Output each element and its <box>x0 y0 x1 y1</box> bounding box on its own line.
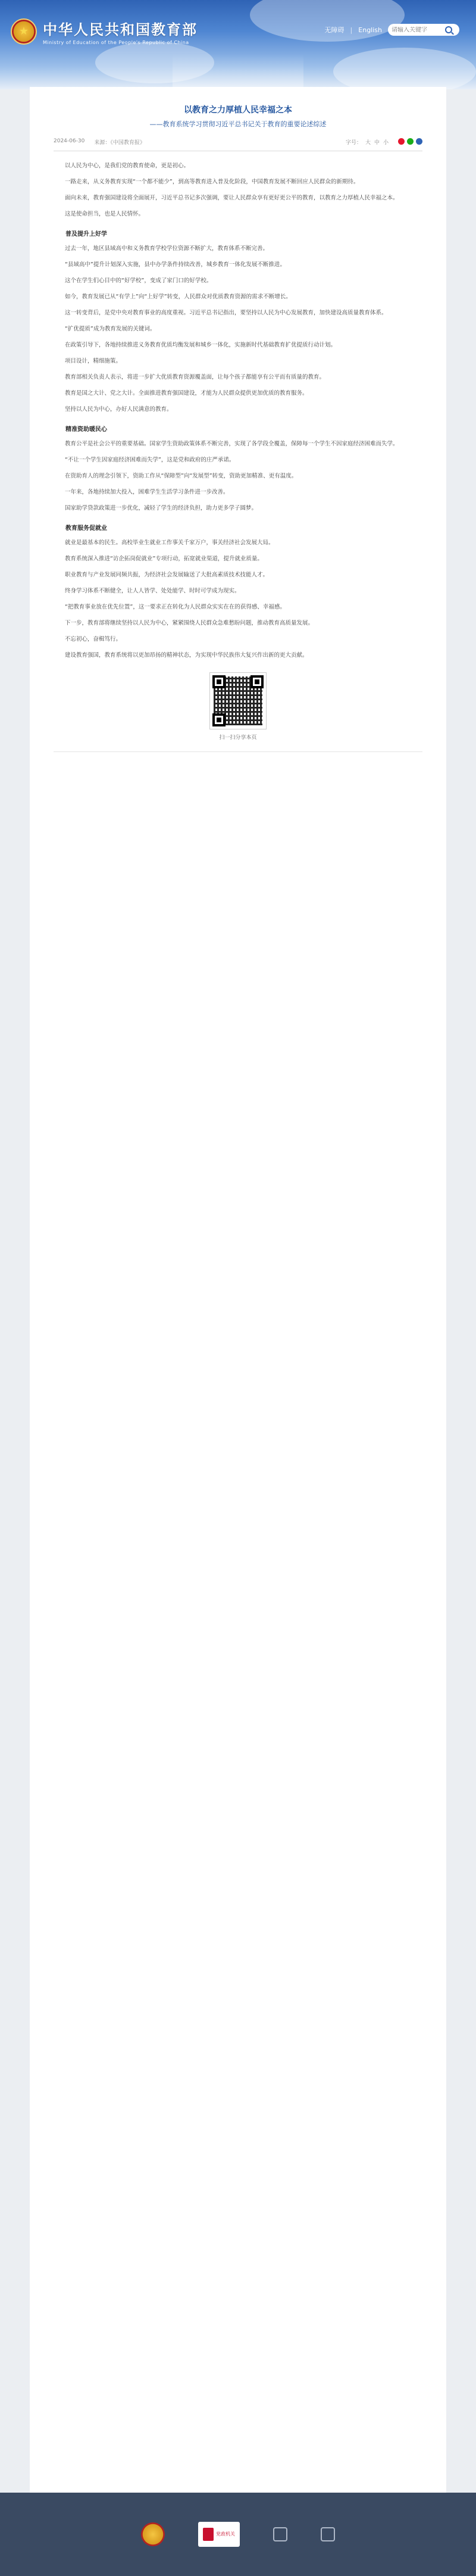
publish-date: 2024-06-30 <box>54 138 85 144</box>
font-size-small[interactable]: 小 <box>383 140 389 146</box>
font-size-large[interactable]: 大 <box>365 140 371 146</box>
site-header <box>0 0 476 89</box>
search-icon[interactable] <box>445 26 452 33</box>
article-paragraph: 一路走来，从义务教育实现“一个都不能少”，到高等教育进入普及化阶段，中国教育发展不断回应人民群众的新期待。 <box>65 179 359 185</box>
section-heading: 精准资助暖民心 <box>65 426 107 433</box>
article-subtitle: ——教育系统学习贯彻习近平总书记关于教育的重要论述综述 <box>149 120 327 128</box>
national-emblem-icon <box>141 2522 165 2546</box>
section-heading: 教育服务促就业 <box>65 525 107 532</box>
search-box <box>388 24 459 36</box>
qr-caption: 扫一扫分享本页 <box>219 735 257 741</box>
article-paragraph: 坚持以人民为中心，办好人民满意的教育。 <box>65 406 173 413</box>
article-paragraph: 这是使命担当，也是人民情怀。 <box>65 211 145 217</box>
article-meta <box>54 138 422 151</box>
article-paragraph: 以人民为中心，是我们党的教育使命，更是初心。 <box>65 163 190 169</box>
article-paragraph: 不忘初心，奋楫笃行。 <box>65 636 122 643</box>
article-paragraph: 一年来，各地持续加大投入，困难学生生活学习条件进一步改善。 <box>65 489 229 495</box>
header-building-image <box>173 54 303 89</box>
article-paragraph: “县域高中”提升计划深入实施，县中办学条件持续改善，城乡教育一体化发展不断推进。 <box>65 261 286 268</box>
english-link[interactable]: English <box>358 26 382 34</box>
article-card <box>30 87 446 2493</box>
site-name-cn: 中华人民共和国教育部 <box>43 21 198 38</box>
qr-section <box>54 672 422 741</box>
footer-gov-badge[interactable] <box>198 2522 240 2547</box>
article-body <box>54 161 422 660</box>
footer-link-3[interactable] <box>321 2527 335 2541</box>
article-paragraph: 下一步，教育部将继续坚持以人民为中心，紧紧围绕人民群众急难愁盼问题，推动教育高质量发展。 <box>65 620 314 626</box>
article-paragraph: “不让一个学生因家庭经济困难而失学”，这是党和政府的庄严承诺。 <box>65 457 235 463</box>
article-paragraph: 面向未来，教育强国建设将全面展开，习近平总书记多次强调，要让人民群众享有更好更公平的教育，以教育之力厚植人民幸福之本。 <box>65 195 399 201</box>
site-name-en: Ministry of Education of the People's Republic of China <box>43 40 189 45</box>
national-emblem-icon: ★ <box>11 18 37 45</box>
footer-badge-label: 党政机关 <box>216 2531 235 2537</box>
article-title: 以教育之力厚植人民幸福之本 <box>184 105 292 115</box>
qzone-share-icon[interactable] <box>416 138 422 145</box>
wechat-share-icon[interactable] <box>407 138 414 145</box>
site-footer <box>0 2493 476 2576</box>
article-paragraph: 教育部相关负责人表示，将进一步扩大优质教育资源覆盖面，让每个孩子都能享有公平而有质量的教育。 <box>65 374 325 381</box>
accessibility-link[interactable]: 无障碍 <box>324 26 345 34</box>
article-paragraph: 这个在学生们心目中的“好学校”，变成了家门口的好学校。 <box>65 277 212 284</box>
article-paragraph: 这一转变背后，是党中央对教育事业的高度重视。习近平总书记指出，要坚持以人民为中心发展教育，加快建设高质量教育体系。 <box>65 310 387 316</box>
top-bar: 无障碍 | English 请输入关键字 <box>325 24 459 36</box>
article-paragraph: 在资助育人的理念引领下，资助工作从“保障型”向“发展型”转变，资助更加精准、更有温度。 <box>65 473 298 479</box>
article-paragraph: 职业教育与产业发展同频共振，为经济社会发展输送了大批高素质技术技能人才。 <box>65 572 269 578</box>
article-source: 来源：《中国教育报》 <box>94 140 145 146</box>
footer-link-2[interactable] <box>273 2527 287 2541</box>
share-bar <box>398 138 422 146</box>
article-paragraph: 国家助学贷款政策进一步优化，减轻了学生的经济负担，助力更多学子圆梦。 <box>65 505 258 512</box>
article-paragraph: 过去一年，地区县域高中和义务教育学校学位资源不断扩大，教育体系不断完善。 <box>65 245 269 252</box>
weibo-icon <box>273 2527 287 2541</box>
article-paragraph: “扩优提质”成为教育发展的关键词。 <box>65 326 156 332</box>
font-size-switcher <box>346 138 389 146</box>
wechat-icon <box>321 2527 335 2541</box>
qr-code <box>209 672 267 729</box>
header-cloud <box>333 48 476 89</box>
weibo-share-icon[interactable] <box>398 138 405 145</box>
party-government-badge-icon <box>198 2522 240 2547</box>
section-heading: 普及提升上好学 <box>65 231 107 238</box>
font-size-medium[interactable]: 中 <box>374 140 380 146</box>
search-input[interactable] <box>392 27 445 33</box>
article-paragraph: 项目设计，精细施策。 <box>65 358 122 364</box>
divider <box>54 751 422 752</box>
article-paragraph: “把教育事业放在优先位置”，这一要求正在转化为人民群众实实在在的获得感、幸福感。 <box>65 604 286 610</box>
article-paragraph: 在政策引导下，各地持续推进义务教育优质均衡发展和城乡一体化，实施新时代基础教育扩优提质行动计划。 <box>65 342 337 348</box>
article-paragraph: 如今，教育发展已从“有学上”向“上好学”转变，人民群众对优质教育资源的需求不断增长。 <box>65 294 292 300</box>
article-paragraph: 教育系统深入推进“访企拓岗促就业”专项行动，拓宽就业渠道，提升就业质量。 <box>65 556 263 562</box>
site-logo[interactable] <box>11 18 198 45</box>
article-paragraph: 终身学习体系不断健全，让人人皆学、处处能学、时时可学成为现实。 <box>65 588 240 594</box>
article-paragraph: 教育公平是社会公平的重要基础。国家学生资助政策体系不断完善，实现了各学段全覆盖，保障每一个学生不因家庭经济困难而失学。 <box>65 441 399 447</box>
footer-emblem-link[interactable] <box>141 2522 165 2546</box>
article-paragraph: 教育是国之大计、党之大计。全面推进教育强国建设，才能为人民群众提供更加优质的教育服务。 <box>65 390 308 397</box>
font-size-label: 字号： <box>345 140 362 146</box>
article-paragraph: 建设教育强国，教育系统将以更加昂扬的精神状态，为实现中华民族伟大复兴作出新的更大贡献。 <box>65 652 308 659</box>
article-paragraph: 就业是最基本的民生。高校毕业生就业工作事关千家万户，事关经济社会发展大局。 <box>65 539 274 546</box>
